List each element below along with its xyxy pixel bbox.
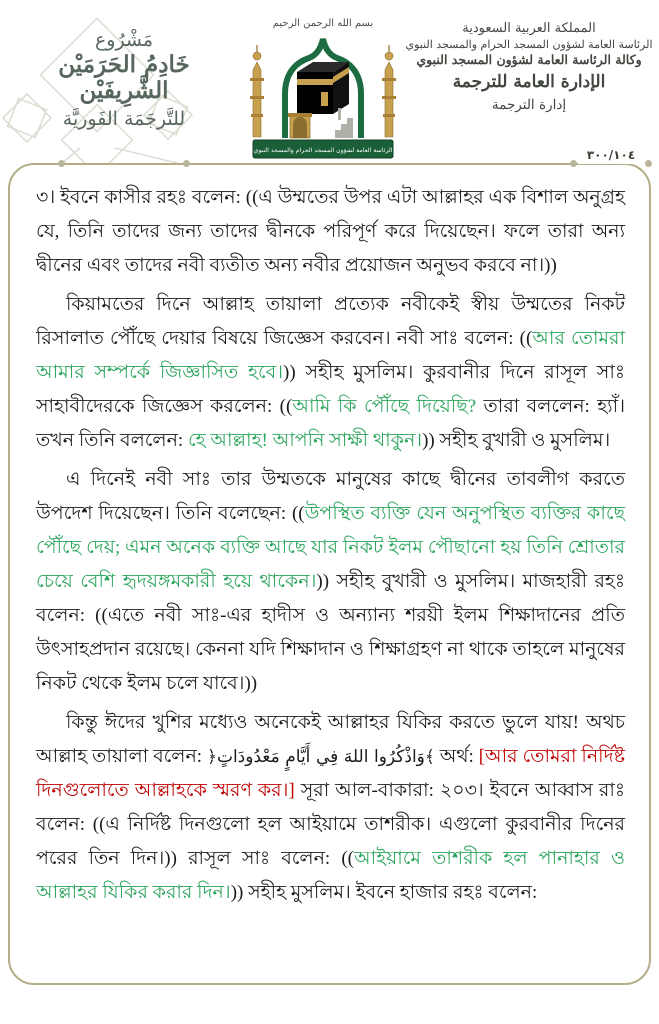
divider-bead bbox=[183, 160, 190, 167]
project-title-line2: خَادِمُ الحَرَمَيْن الشَّرِيفَيْن bbox=[58, 50, 190, 105]
official-letterhead bbox=[404, 20, 654, 114]
text-segment-black: তারা বললেন: হ্যাঁ। তখন তিনি বললেন: bbox=[36, 396, 625, 451]
text-segment-green: আমি কি পৌঁছে দিয়েছি? bbox=[292, 396, 477, 417]
presidency-logo bbox=[235, 12, 411, 162]
text-segment-black: কিন্তু ঈদের খুশির মধ্যেও অনেকেই আল্লাহর যিকির করতে ভুলে যায়! অথচ আল্লাহ তায়ালা বলেন: bbox=[36, 712, 626, 767]
text-segment-black: ৩। ইবনে কাসীর রহঃ বলেন: ((এ উম্মতের উপর এটা আল্লাহর এক বিশাল অনুগ্রহ যে, তিনি তাদের জন্য তাদের দ্বীনকে পরিপূর্ণ করে দিয়েছেন। ফলে তারা অন্য দ্বীনের এবং তাদের নবী ব্যতীত অন্য নবীর প্রয়োজন অনুভব করবে না।)) bbox=[36, 187, 625, 276]
letterhead-translation-dept: إدارة الترجمة bbox=[491, 97, 567, 114]
text-segment-green: উপস্থিত ব্যক্তি যেন অনুপস্থিত ব্যক্তির কাছে পৌঁছে দেয়; এমন অনেক ব্যক্তি আছে যার নিকট ইলম পৌছানো হয় তিনি শ্রোতার চেয়ে বেশি হৃদয়ঙ্গমকারী হয়ে থাকেন। bbox=[36, 503, 625, 592]
text-segment-black: সূরা আল-বাকারা: ২০৩। ইবনে আব্বাস রাঃ বলেন: ((এ নির্দিষ্ট দিনগুলো হল আইয়ামে তাশরীক। এগুলো কুরবানীর দিনের পরের তিন দিন।)) রাসূল সাঃ বলেন: (( bbox=[36, 780, 625, 869]
text-segment-black: কিয়ামতের দিনে আল্লাহ তায়ালা প্রত্যেক নবীকেই স্বীয় উম্মতের নিকট রিসালাত পৌঁছে দেয়ার বিষয়ে জিজ্ঞেস করবেন। নবী সাঃ বলেন: (( bbox=[36, 294, 625, 349]
text-segment-black: অর্থ: bbox=[434, 746, 479, 767]
logo-banner bbox=[253, 140, 393, 158]
text-segment-green: হে আল্লাহ! আপনি সাক্ষী থাকুন। bbox=[187, 430, 423, 451]
divider-bead bbox=[570, 160, 577, 167]
divider-bead bbox=[645, 160, 652, 167]
text-segment-black: )) সহীহ মুসলিম। ইবনে হাজার রহঃ বলেন: bbox=[230, 882, 538, 903]
haram-gate-icon bbox=[288, 113, 312, 138]
content-frame bbox=[8, 163, 651, 985]
letterhead-agency: وكالة الرئاسة العامة لشؤون المسجد النبوي bbox=[416, 52, 642, 68]
text-segment-green: আইয়ামে তাশরীক হল পানাহার ও আল্লাহর যিকির করার দিন। bbox=[36, 848, 625, 903]
letterhead-presidency: الرئاسة العامة لشؤون المسجد الحرام والمسجد النبوي bbox=[405, 37, 653, 51]
logo-banner-text: الرئاسة العامة لشؤون المسجد الحرام والمسجد النبوي bbox=[253, 147, 393, 154]
project-title-line1: مَشْرُوع bbox=[94, 29, 154, 51]
bismillah-calligraphy: بسم الله الرحمن الرحيم bbox=[272, 18, 374, 29]
text-segment-arabic: ﴿وَاذْكُرُوا اللهَ فِي أَيَّامٍ مَعْدُودَاتٍ﴾ bbox=[206, 747, 435, 767]
kaaba-icon bbox=[297, 62, 349, 114]
letterhead-translation-directorate: الإدارة العامة للترجمة bbox=[452, 72, 606, 93]
minaret-icon bbox=[382, 45, 396, 137]
paragraph bbox=[36, 288, 625, 458]
text-segment-black: এ দিনেই নবী সাঃ তার উম্মতকে মানুষের কাছে দ্বীনের তাবলীগ করতে উপদেশ দিয়েছেন। তিনি বলেছেন: (( bbox=[36, 469, 625, 524]
text-segment-black: )) সহীহ বুখারী ও মুসলিম। মাজহারী রহঃ বলেন: ((এতে নবী সাঃ-এর হাদীস ও অন্যান্য শরয়ী ইলম শিক্ষাদানের প্রতি উৎসাহপ্রদান রয়েছে। কেননা যদি শিক্ষাদান ও শিক্ষাগ্রহণ না থাকে তাহলে মানুষের নিকট থেকে ইলম চলে যাবে।)) bbox=[36, 571, 626, 694]
letterhead-country: المملكة العربية السعودية bbox=[462, 21, 596, 36]
divider-bead bbox=[58, 160, 65, 167]
paragraph bbox=[36, 463, 625, 701]
text-segment-black: )) সহীহ মুসলিম। কুরবানীর দিনে রাসূল সাঃ সাহাবীদেরকে জিজ্ঞেস করলেন: (( bbox=[36, 362, 625, 417]
minaret-icon bbox=[250, 45, 264, 137]
text-segment-green: আর তোমরা আমার সম্পর্কে জিজ্ঞাসিত হবে। bbox=[36, 328, 625, 383]
document-body bbox=[36, 181, 625, 915]
text-segment-red: [আর তোমরা নির্দিষ্ট দিনগুলোতে আল্লাহকে স্মরণ কর।] bbox=[36, 746, 625, 801]
project-title-calligraphy bbox=[14, 30, 234, 131]
paragraph bbox=[36, 181, 625, 283]
mosque-steps-icon bbox=[335, 108, 353, 138]
project-title-line3: للتَّرجَمَة الفَوريَّة bbox=[62, 107, 186, 130]
text-segment-black: )) সহীহ বুখারী ও মুসলিম। bbox=[422, 430, 611, 451]
document-number: ٣٠٠/١٠٤ bbox=[578, 146, 644, 164]
paragraph bbox=[36, 706, 625, 910]
